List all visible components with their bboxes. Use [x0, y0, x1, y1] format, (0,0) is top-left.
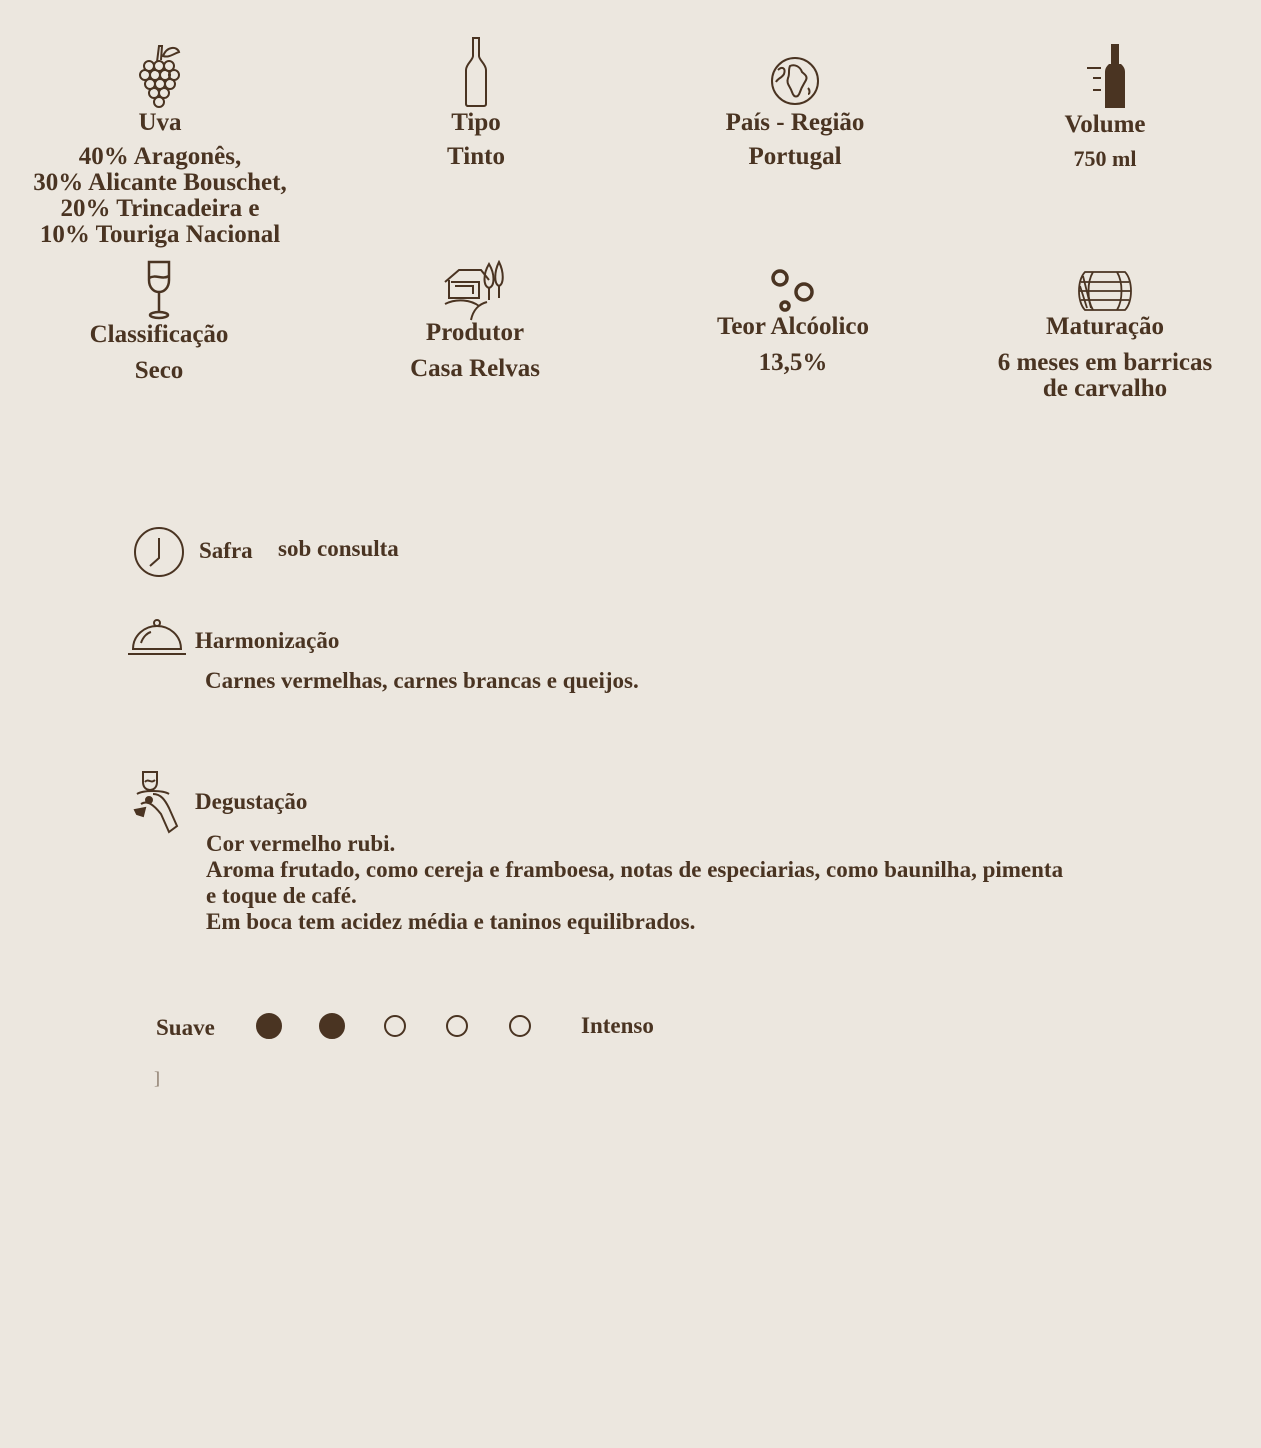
- degustacao-text: [206, 831, 1063, 935]
- wine-glass-icon: [146, 260, 172, 320]
- spec-value-line: 40% Aragonês,: [78, 143, 242, 170]
- volume-bottle-icon: [1087, 44, 1127, 110]
- spec-uva: [10, 42, 310, 248]
- spec-label: País - Região: [725, 109, 865, 136]
- winery-icon: [443, 260, 507, 322]
- spec-value: Casa Relvas: [410, 355, 540, 382]
- spec-label: Maturação: [1045, 313, 1165, 340]
- harmonizacao-text: Carnes vermelhas, carnes brancas e queijos.: [205, 668, 639, 693]
- intensity-dot-empty: [509, 1015, 531, 1037]
- spec-value: Seco: [134, 357, 184, 384]
- clock-icon: [133, 526, 185, 578]
- spec-label: Classificação: [89, 321, 229, 348]
- spec-pais: [690, 56, 900, 170]
- spec-value: 13,5%: [758, 349, 828, 376]
- grape-icon: [137, 42, 183, 108]
- intensity-dot-filled: [256, 1013, 282, 1039]
- wine-bottle-icon: [464, 36, 488, 108]
- safra-value: sob consulta: [278, 536, 399, 561]
- degustacao-line: Cor vermelho rubi.: [206, 831, 396, 856]
- spec-produtor: [375, 260, 575, 382]
- degustacao-line: e toque de café.: [206, 883, 357, 908]
- spec-value-line: de carvalho: [1042, 375, 1168, 402]
- spec-teor: [693, 268, 893, 376]
- harmonizacao-title: Harmonização: [195, 628, 340, 653]
- spec-label: Tipo: [451, 109, 501, 136]
- cloche-icon: [127, 619, 187, 657]
- spec-value: 750 ml: [1073, 146, 1137, 171]
- degustacao-title: Degustação: [195, 789, 308, 814]
- degustacao-line: Em boca tem acidez média e taninos equilibrados.: [206, 909, 696, 934]
- spec-value-line: 30% Alicante Bouschet,: [33, 169, 287, 196]
- globe-icon: [770, 56, 820, 106]
- spec-maturacao: [980, 268, 1230, 402]
- safra-label: Safra: [199, 538, 253, 563]
- spec-value-line: 10% Touriga Nacional: [39, 221, 281, 248]
- spec-volume: [1005, 44, 1205, 172]
- tasting-hand-icon: [133, 770, 183, 836]
- intensity-max-label: Intenso: [581, 1013, 654, 1038]
- spec-label: Uva: [138, 109, 182, 136]
- barrel-icon: [1075, 268, 1135, 314]
- spec-value-line: 6 meses em barricas: [997, 349, 1213, 376]
- intensity-dot-empty: [384, 1015, 406, 1037]
- spec-tipo: [376, 36, 576, 170]
- bubbles-icon: [768, 268, 818, 314]
- intensity-min-label: Suave: [156, 1015, 215, 1040]
- spec-value: Tinto: [447, 143, 505, 170]
- intensity-dot-filled: [319, 1013, 345, 1039]
- spec-label: Teor Alcóolico: [716, 313, 870, 340]
- spec-label: Produtor: [425, 319, 525, 346]
- spec-label: Volume: [1064, 111, 1146, 138]
- intensity-dot-empty: [446, 1015, 468, 1037]
- stray-mark: ]: [154, 1068, 160, 1088]
- spec-value: Portugal: [748, 143, 842, 170]
- degustacao-line: Aroma frutado, como cereja e framboesa, notas de especiarias, como baunilha, pimenta: [206, 857, 1064, 882]
- spec-classificacao: [59, 260, 259, 384]
- spec-value-line: 20% Trincadeira e: [60, 195, 260, 222]
